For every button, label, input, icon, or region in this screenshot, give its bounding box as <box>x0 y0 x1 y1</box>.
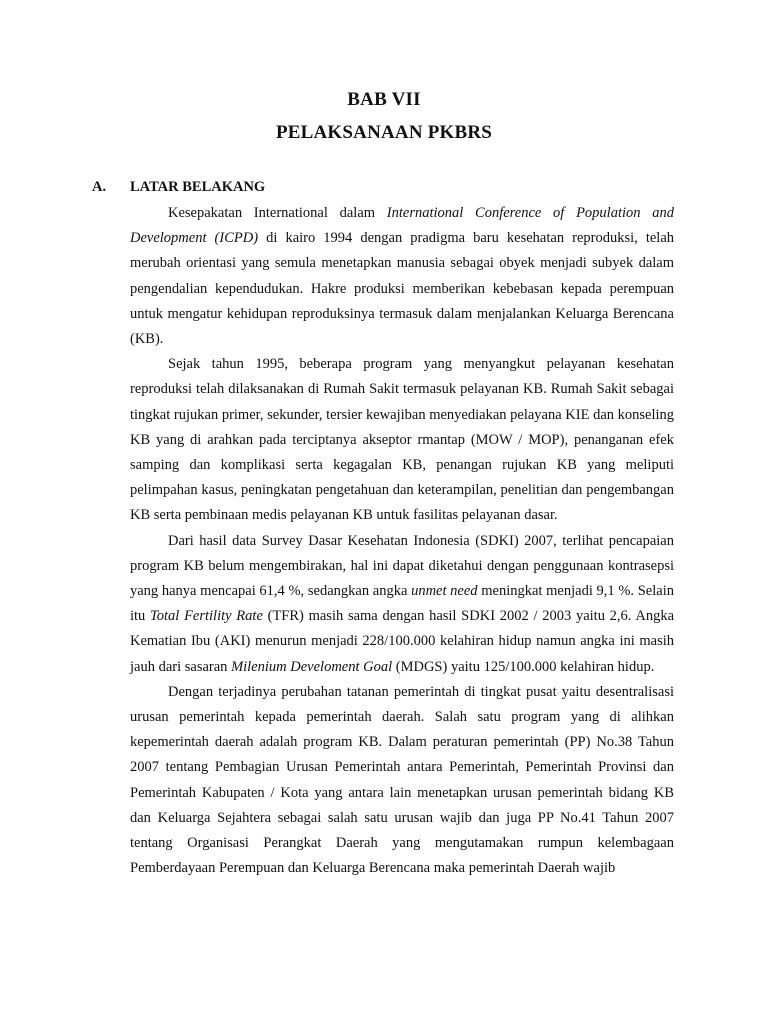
chapter-title: PELAKSANAAN PKBRS <box>275 122 493 143</box>
paragraph <box>130 352 674 528</box>
text-segment: Dari hasil data Survey Dasar Kesehatan Indonesia (SDKI) 2007, terlihat pencapaian program KB belum mengembirakan, hal ini dapat diketahui dengan penggunaan kontrasepsi yang hanya mencapai 61,4 %, sedangkan angka <box>130 532 674 600</box>
section-title: LATAR BELAKANG <box>130 179 266 195</box>
body-text <box>130 201 674 881</box>
text-segment: Milenium Develoment Goal <box>231 658 393 675</box>
section-number: A. <box>92 179 107 195</box>
paragraph <box>130 529 674 680</box>
text-segment: Total Fertility Rate <box>150 608 263 625</box>
text-segment: (TFR) masih sama dengan hasil SDKI 2002 / 2003 yaitu 2,6. Angka Kematian Ibu (AKI) menurun menjadi 228/100.000 kelahiran hidup namun angka ini masih jauh dari sasaran <box>130 608 675 675</box>
text-segment: di kairo 1994 dengan pradigma baru kesehatan reproduksi, telah merubah orientasi yang semula menetapkan manusia sebagai obyek menjadi subyek dalam pengendalian kependudukan. Hakre produksi memberikan kebebasan kepada perempuan untuk mengatur kehidupan reproduksinya termasuk dalam menjalankan Keluarga Berencana (KB). <box>130 230 675 348</box>
text-segment: Sejak tahun 1995, beberapa program yang menyangkut pelayanan kesehatan reproduksi telah dilaksanakan di Rumah Sakit termasuk pelayanan KB. Rumah Sakit sebagai tingkat rujukan primer, sekunder, tersier kewajiban menyediakan pelayana KIE dan konseling KB yang di arahkan pada terciptanya akseptor rmantap (MOW / MOP), penanganan efek samping dan komplikasi serta kegagalan KB, penangan rujukan KB yang meliputi pelimpahan kasus, peningkatan pengetahuan dan keterampilan, penelitian dan pengembangan KB serta pembinaan medis pelayanan KB untuk fasilitas pelayanan dasar. <box>130 356 675 524</box>
text-segment: unmet need <box>411 583 478 600</box>
paragraph <box>130 201 674 352</box>
text-segment: Kesepakatan International dalam <box>168 205 387 221</box>
text-segment: (MDGS) yaitu 125/100.000 kelahiran hidup. <box>392 658 655 675</box>
text-segment: meningkat menjadi 9,1 %. Selain itu <box>130 583 674 625</box>
chapter-number: BAB VII <box>347 89 421 110</box>
text-segment: Dengan terjadinya perubahan tatanan pemerintah di tingkat pusat yaitu desentralisasi urusan pemerintah kepada pemerintah daerah. Salah satu program yang di alihkan kepemerintah daerah adalah program KB. Dalam peraturan pemerintah (PP) No.38 Tahun 2007 tentang Pembagian Urusan Pemerintah antara Pemerintah, Pemerintah Provinsi dan Pemerintah Kabupaten / Kota yang antara lain menetapkan urusan pemerintah bidang KB dan Keluarga Sejahtera sebagai salah satu urusan wajib dan juga PP No.41 Tahun 2007 tentang Organisasi Perangkat Daerah yang mengutamakan rumpun kelembagaan Pemberdayaan Perempuan dan Keluarga Berencana maka pemerintah Daerah wajib <box>130 683 674 877</box>
paragraph <box>130 680 674 882</box>
text-segment: International Conference of Population and Development (ICPD) <box>130 205 674 247</box>
